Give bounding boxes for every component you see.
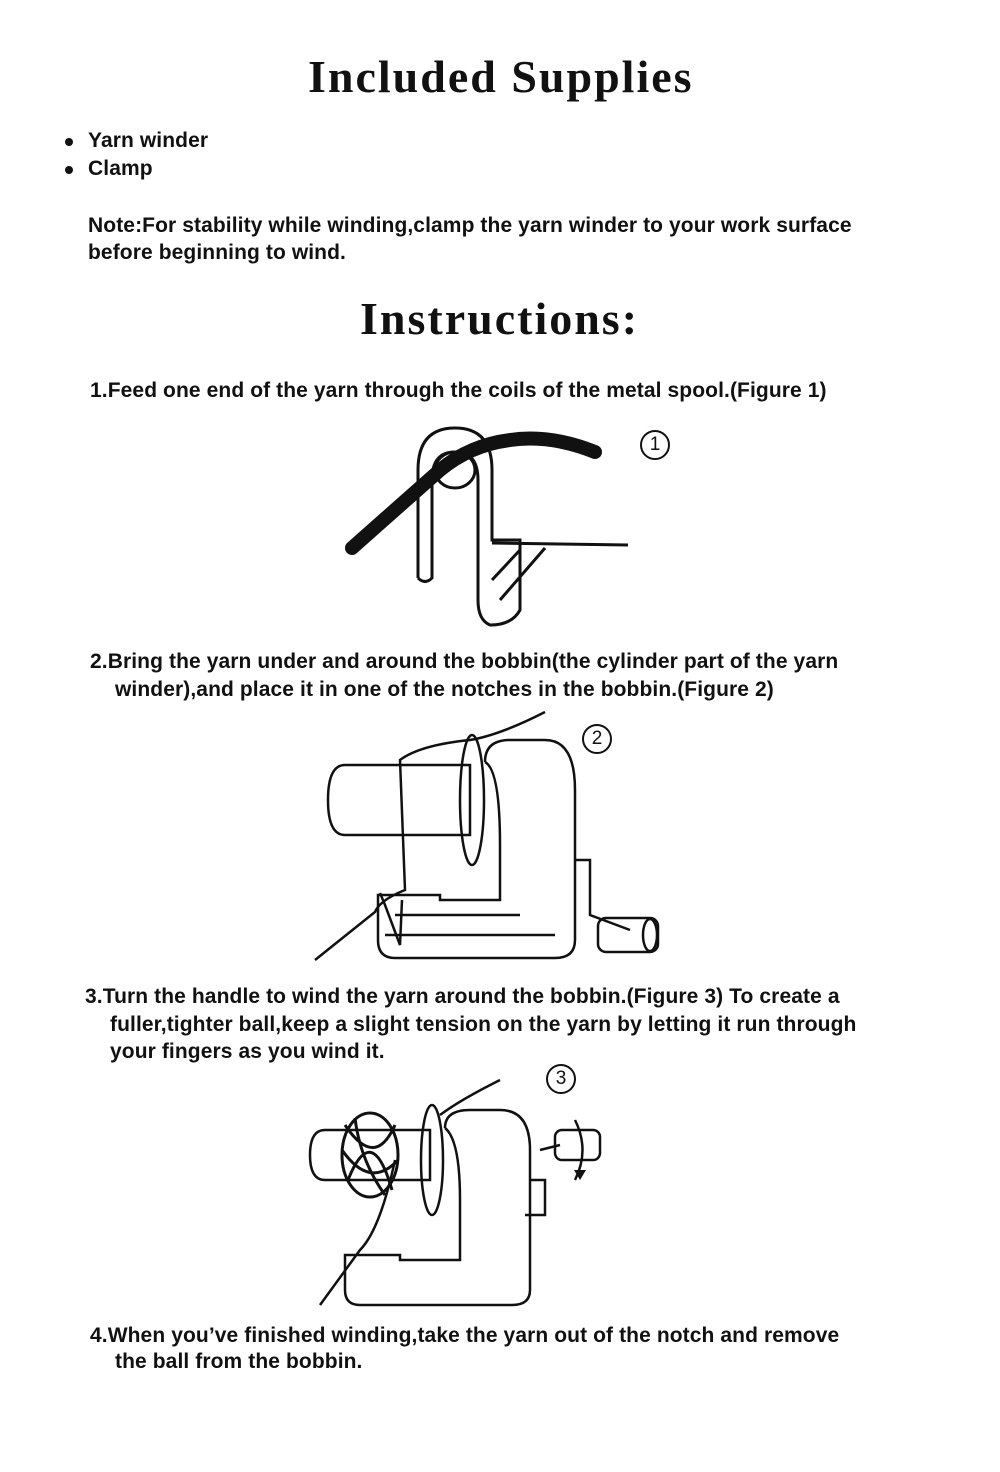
figure-2-label: 2 [582,724,612,754]
figure-3-label: 3 [546,1064,576,1094]
note-line-2: before beginning to wind. [88,241,346,264]
bullet-icon [65,166,73,174]
note-line-1: Note:For stability while winding,clamp the yarn winder to your work surface [88,214,852,237]
step-2-line-2: winder),and place it in one of the notches in the bobbin.(Figure 2) [115,678,774,701]
step-3-line-1: 3.Turn the handle to wind the yarn around the bobbin.(Figure 3) To create a [85,985,840,1008]
figure-1-label: 1 [640,430,670,460]
step-3-line-3: your fingers as you wind it. [110,1040,385,1063]
step-1: 1.Feed one end of the yarn through the coils of the metal spool.(Figure 1) [90,379,827,402]
step-3-line-2: fuller,tighter ball,keep a slight tension on the yarn by letting it run through [110,1013,857,1036]
supply-item-yarn-winder: Yarn winder [88,129,209,152]
step-2-line-1: 2.Bring the yarn under and around the bobbin(the cylinder part of the yarn [90,650,839,673]
supply-item-clamp: Clamp [88,157,153,180]
bullet-icon [65,138,73,146]
instructions-title: Instructions: [360,293,640,344]
step-4-line-2: the ball from the bobbin. [115,1350,363,1373]
step-4-line-1: 4.When you’ve finished winding,take the yarn out of the notch and remove [90,1324,840,1347]
supplies-title: Included Supplies [308,51,694,102]
